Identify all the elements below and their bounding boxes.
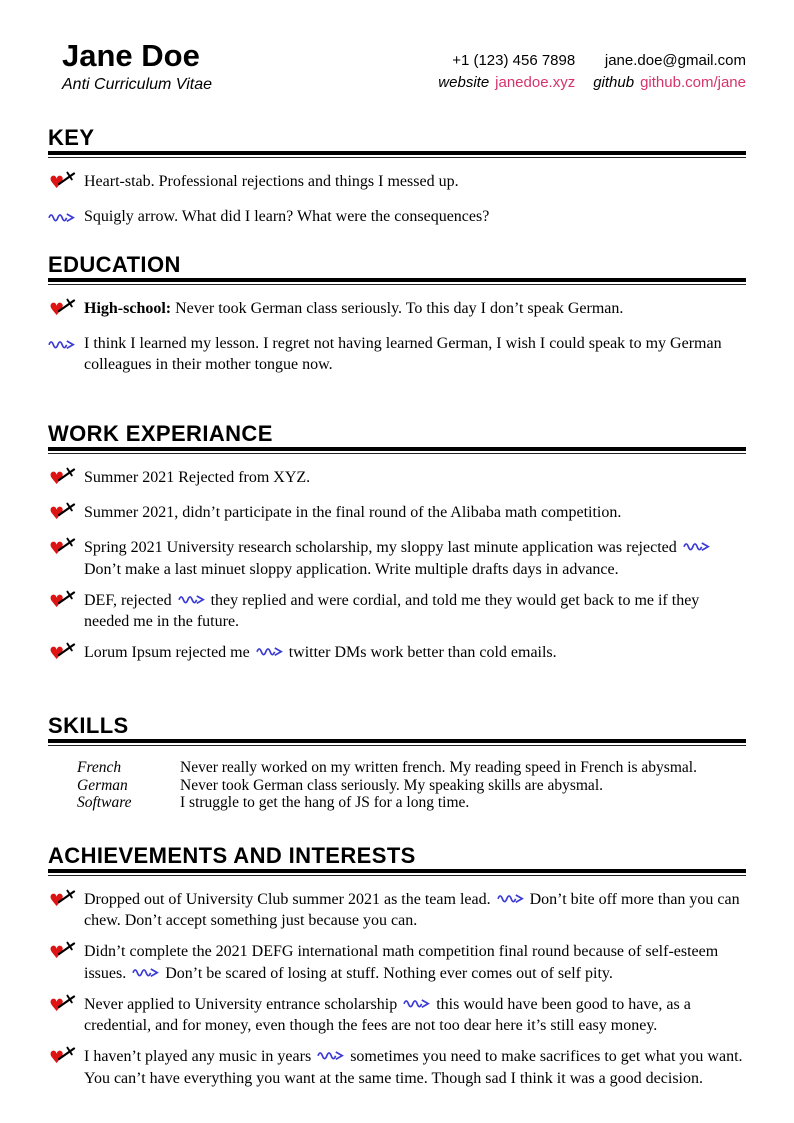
item-text-part: Dropped out of University Club summer 2021 as the team lead. [84, 890, 495, 908]
item-text-part: High-school: [84, 299, 172, 317]
squiggle-arrow-icon [256, 645, 283, 658]
item-text-part: Squigly arrow. What did I learn? What were the consequences? [84, 207, 490, 225]
dagger-icon [58, 941, 76, 956]
heart-stab-icon [48, 468, 76, 488]
item-text-part: Summer 2021, didn’t participate in the final round of the Alibaba math competition. [84, 504, 622, 522]
item-text-part: twitter DMs work better than cold emails. [288, 644, 557, 662]
heart-stab-icon [48, 643, 76, 663]
list-item [48, 171, 746, 197]
item-text-part: Didn’t complete the 2021 DEFG international math competition final round because of self-esteem issues. [84, 943, 719, 982]
github-label: github [593, 73, 635, 91]
heart-glyph: ♥ [49, 1048, 65, 1069]
heart-stab-icon [48, 890, 76, 910]
item-text [84, 1046, 746, 1090]
dagger-icon [58, 537, 76, 552]
heart-glyph: ♥ [49, 890, 65, 911]
dagger-icon [58, 889, 76, 904]
heart-stab-icon [48, 172, 76, 192]
section-title: KEY [48, 127, 746, 155]
list-item [48, 333, 746, 377]
item-marker [48, 889, 78, 933]
item-marker [48, 994, 78, 1038]
dagger-icon [58, 171, 76, 186]
list-item [48, 467, 746, 493]
item-marker [48, 941, 78, 985]
skill-description: I struggle to get the hang of JS for a long time. [180, 794, 470, 812]
item-text-part: DEF, rejected [84, 591, 176, 609]
item-text [84, 642, 746, 668]
section-rule [48, 745, 746, 746]
list-item [48, 502, 746, 528]
heart-glyph: ♥ [49, 504, 65, 525]
list-item [48, 994, 746, 1038]
dagger-icon [58, 467, 76, 482]
website-label: website [438, 73, 490, 91]
item-text [84, 537, 746, 581]
contact-block [438, 52, 746, 93]
heart-glyph: ♥ [49, 644, 65, 665]
dagger-icon [58, 590, 76, 605]
item-text [84, 467, 746, 493]
skill-name: French [77, 759, 122, 777]
item-text-part: sometimes you need to make sacrifices to get what you want. You can’t have everything you want at the same time. Though sad I think it was a good decision. [84, 1048, 743, 1087]
item-text-part: Never took German class seriously. To this day I don’t speak German. [171, 299, 624, 317]
heart-glyph: ♥ [49, 943, 65, 964]
section-key [48, 124, 746, 228]
heart-stab-icon [48, 538, 76, 558]
dagger-icon [58, 642, 76, 657]
item-text [84, 590, 746, 634]
squiggle-arrow-icon [48, 334, 75, 351]
item-text [84, 502, 746, 528]
item-text-part: they replied and were cordial, and told me they would get back to me if they needed me in the future. [84, 591, 700, 631]
section-rule [48, 157, 746, 158]
dagger-icon [58, 1046, 76, 1061]
items-list [48, 889, 746, 1090]
item-text [84, 889, 746, 933]
dagger-icon [58, 994, 76, 1009]
item-text-part: Lorum Ipsum rejected me [84, 644, 254, 662]
item-text [84, 298, 746, 324]
section-rule [48, 875, 746, 876]
section-rule [48, 284, 746, 285]
website-row [438, 74, 575, 93]
section-work [48, 423, 746, 668]
items-list [48, 467, 746, 668]
phone-number: +1 (123) 456 7898 [452, 52, 576, 69]
list-item [48, 642, 746, 668]
section-rule [48, 453, 746, 454]
section-education [48, 251, 746, 377]
heart-glyph: ♥ [49, 299, 65, 320]
skill-name: German [77, 776, 128, 794]
section-title: SKILLS [48, 715, 746, 743]
section-achievements [48, 842, 746, 1090]
skill-description: Never took German class seriously. My speaking skills are abysmal. [180, 776, 603, 794]
heart-stab-icon [48, 299, 76, 319]
sections-container [48, 124, 746, 1090]
github-link[interactable]: github.com/jane [640, 73, 746, 91]
heart-glyph: ♥ [49, 172, 65, 193]
item-marker [48, 590, 78, 634]
person-name: Jane Doe [62, 38, 200, 73]
list-item [48, 298, 746, 324]
item-marker [48, 467, 78, 493]
item-text-part: Don’t bite off more than you can chew. Don’t accept something just because you can. [84, 890, 740, 930]
heart-glyph: ♥ [49, 591, 65, 612]
heart-stab-icon [48, 503, 76, 523]
item-text [84, 333, 746, 377]
heart-glyph: ♥ [49, 469, 65, 490]
squiggle-arrow-icon [497, 892, 524, 905]
heart-stab-icon [48, 942, 76, 962]
item-marker [48, 206, 78, 228]
item-marker [48, 1046, 78, 1090]
squiggle-arrow-icon [178, 593, 205, 606]
item-text-part: Spring 2021 University research scholarship, my sloppy last minute application was rejected [84, 539, 681, 557]
list-item [48, 537, 746, 581]
name-block [62, 40, 212, 94]
section-title: EDUCATION [48, 254, 746, 282]
item-text [84, 941, 746, 985]
heart-glyph: ♥ [49, 539, 65, 560]
item-text-part: I think I learned my lesson. I regret not having learned German, I wish I could speak to my German colleagues in their mother tongue now. [84, 334, 722, 374]
item-text-part: this would have been good to have, as a credential, and for money, even though the fees are not too dear here it’s still easy money. [84, 995, 691, 1035]
item-text-part: Heart-stab. Professional rejections and things I messed up. [84, 172, 459, 190]
list-item [48, 889, 746, 933]
heart-stab-icon [48, 1047, 76, 1067]
item-text [84, 171, 746, 197]
squiggle-arrow-icon [132, 966, 159, 979]
item-text [84, 206, 746, 228]
dagger-icon [58, 502, 76, 517]
item-text-part: Summer 2021 Rejected from XYZ. [84, 469, 311, 487]
header [48, 40, 746, 94]
item-marker [48, 537, 78, 581]
section-skills [48, 715, 746, 812]
list-item [48, 941, 746, 985]
list-item [48, 206, 746, 228]
skills-table [48, 759, 746, 812]
skill-row [48, 777, 746, 795]
item-marker [48, 333, 78, 377]
website-link[interactable]: janedoe.xyz [495, 73, 576, 91]
heart-stab-icon [48, 591, 76, 611]
item-marker [48, 642, 78, 668]
section-title: WORK EXPERIANCE [48, 423, 746, 451]
items-list [48, 171, 746, 228]
tagline: Anti Curriculum Vitae [62, 75, 212, 93]
item-text [84, 994, 746, 1038]
skill-name: Software [77, 794, 132, 812]
squiggle-arrow-icon [403, 997, 430, 1010]
item-marker [48, 171, 78, 197]
skill-row [48, 759, 746, 777]
squiggle-arrow-icon [683, 540, 710, 553]
github-row [593, 74, 746, 93]
item-text-part: Don’t be scared of losing at stuff. Nothing ever comes out of self pity. [165, 964, 613, 982]
skill-row [48, 794, 746, 812]
list-item [48, 590, 746, 634]
squiggle-arrow-icon [317, 1049, 344, 1062]
items-list [48, 298, 746, 377]
heart-stab-icon [48, 995, 76, 1015]
email-address: jane.doe@gmail.com [604, 52, 746, 69]
list-item [48, 1046, 746, 1090]
item-text-part: I haven’t played any music in years [84, 1048, 316, 1066]
section-title: ACHIEVEMENTS AND INTERESTS [48, 845, 746, 873]
item-text-part: Never applied to University entrance scholarship [84, 995, 402, 1013]
dagger-icon [58, 298, 76, 313]
skill-description: Never really worked on my written french. My reading speed in French is abysmal. [180, 759, 697, 777]
item-marker [48, 502, 78, 528]
item-text-part: Don’t make a last minuet sloppy application. Write multiple drafts days in advance. [84, 560, 619, 578]
heart-glyph: ♥ [49, 995, 65, 1016]
item-marker [48, 298, 78, 324]
squiggle-arrow-icon [48, 207, 75, 224]
